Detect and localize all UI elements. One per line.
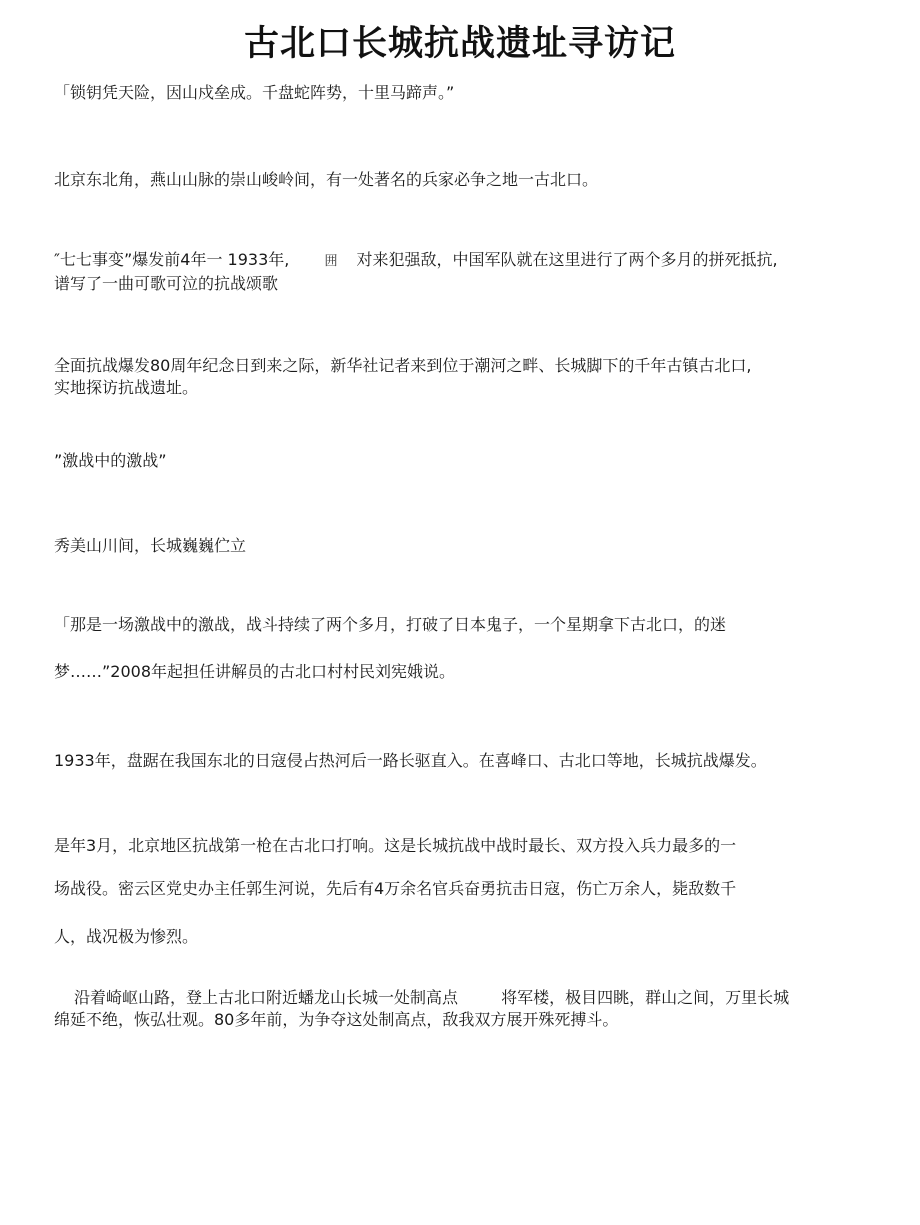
paragraph-anniversary [54, 355, 854, 399]
paragraph-caption [54, 535, 854, 557]
paragraph-line: ”激战中的激战” [54, 451, 167, 470]
document-title: 古北口长城抗战遗址寻访记 [243, 24, 676, 64]
paragraph-line: 梦……”2008年起担任讲解员的古北口村村民刘宪娥说。 [54, 662, 456, 681]
paragraph-line: 北京东北角，燕山山脉的崇山峻岭间，有一处著名的兵家必争之地一古北口。 [54, 170, 599, 189]
text-segment: 沿着崎岖山路，登上古北口附近蟠龙山长城一处制高点 [74, 988, 459, 1007]
text-segment: 将军楼，极目四眺，群山之间，万里长城 [501, 988, 790, 1007]
paragraph-battle [54, 878, 854, 900]
paragraph-line: 谱写了一曲可歌可泣的抗战颂歌 [54, 274, 279, 293]
paragraph-march [54, 835, 854, 857]
paragraph-general-tower [54, 987, 874, 1031]
paragraph-1933 [54, 750, 854, 772]
paragraph-quote-end [54, 661, 854, 683]
paragraph-line: 人，战况极为惨烈。 [54, 927, 199, 946]
paragraph-intro [54, 169, 854, 191]
paragraph-line [54, 249, 874, 273]
paragraph-line: 1933年，盘踞在我国东北的日寇侵占热河后一路长驱直入。在喜峰口、古北口等地，长城抗战爆发。 [54, 751, 767, 770]
paragraph-line: 秀美山川间，长城巍巍伫立 [54, 536, 247, 555]
paragraph-line: 「那是一场激战中的激战，战斗持续了两个多月，打破了日本鬼子，一个星期拿下古北口，的迷 [54, 615, 727, 634]
glyph-symbol: 囲 [324, 254, 338, 269]
paragraph-line: 绵延不绝，恢弘壮观。80多年前，为争夺这处制高点，敌我双方展开殊死搏斗。 [54, 1010, 619, 1029]
paragraph-line: 「锁钥凭天险，因山戍垒成。千盘蛇阵势，十里马蹄声。” [54, 83, 455, 102]
paragraph-quote [54, 614, 854, 636]
paragraph-line: 实地探访抗战遗址。 [54, 378, 199, 397]
paragraph-poem [54, 82, 854, 104]
paragraph-line: 全面抗战爆发80周年纪念日到来之际，新华社记者来到位于潮河之畔、长城脚下的千年古镇古北口, [54, 356, 752, 375]
paragraph-line: 是年3月，北京地区抗战第一枪在古北口打响。这是长城抗战中战时最长、双方投入兵力最多的一 [54, 836, 737, 855]
paragraph-line [54, 987, 874, 1009]
paragraph-line: 场战役。密云区党史办主任郭生河说，先后有4万余名官兵奋勇抗击日寇，伤亡万余人，毙敌数千 [54, 879, 737, 898]
paragraph-incident [54, 249, 874, 295]
section-heading [54, 450, 854, 472]
text-segment: 对来犯强敌，中国军队就在这里进行了两个多月的拼死抵抗, [356, 250, 778, 269]
paragraph-casualties [54, 926, 854, 948]
text-segment: ″七七事变”爆发前4年一 1933年, [54, 250, 290, 269]
